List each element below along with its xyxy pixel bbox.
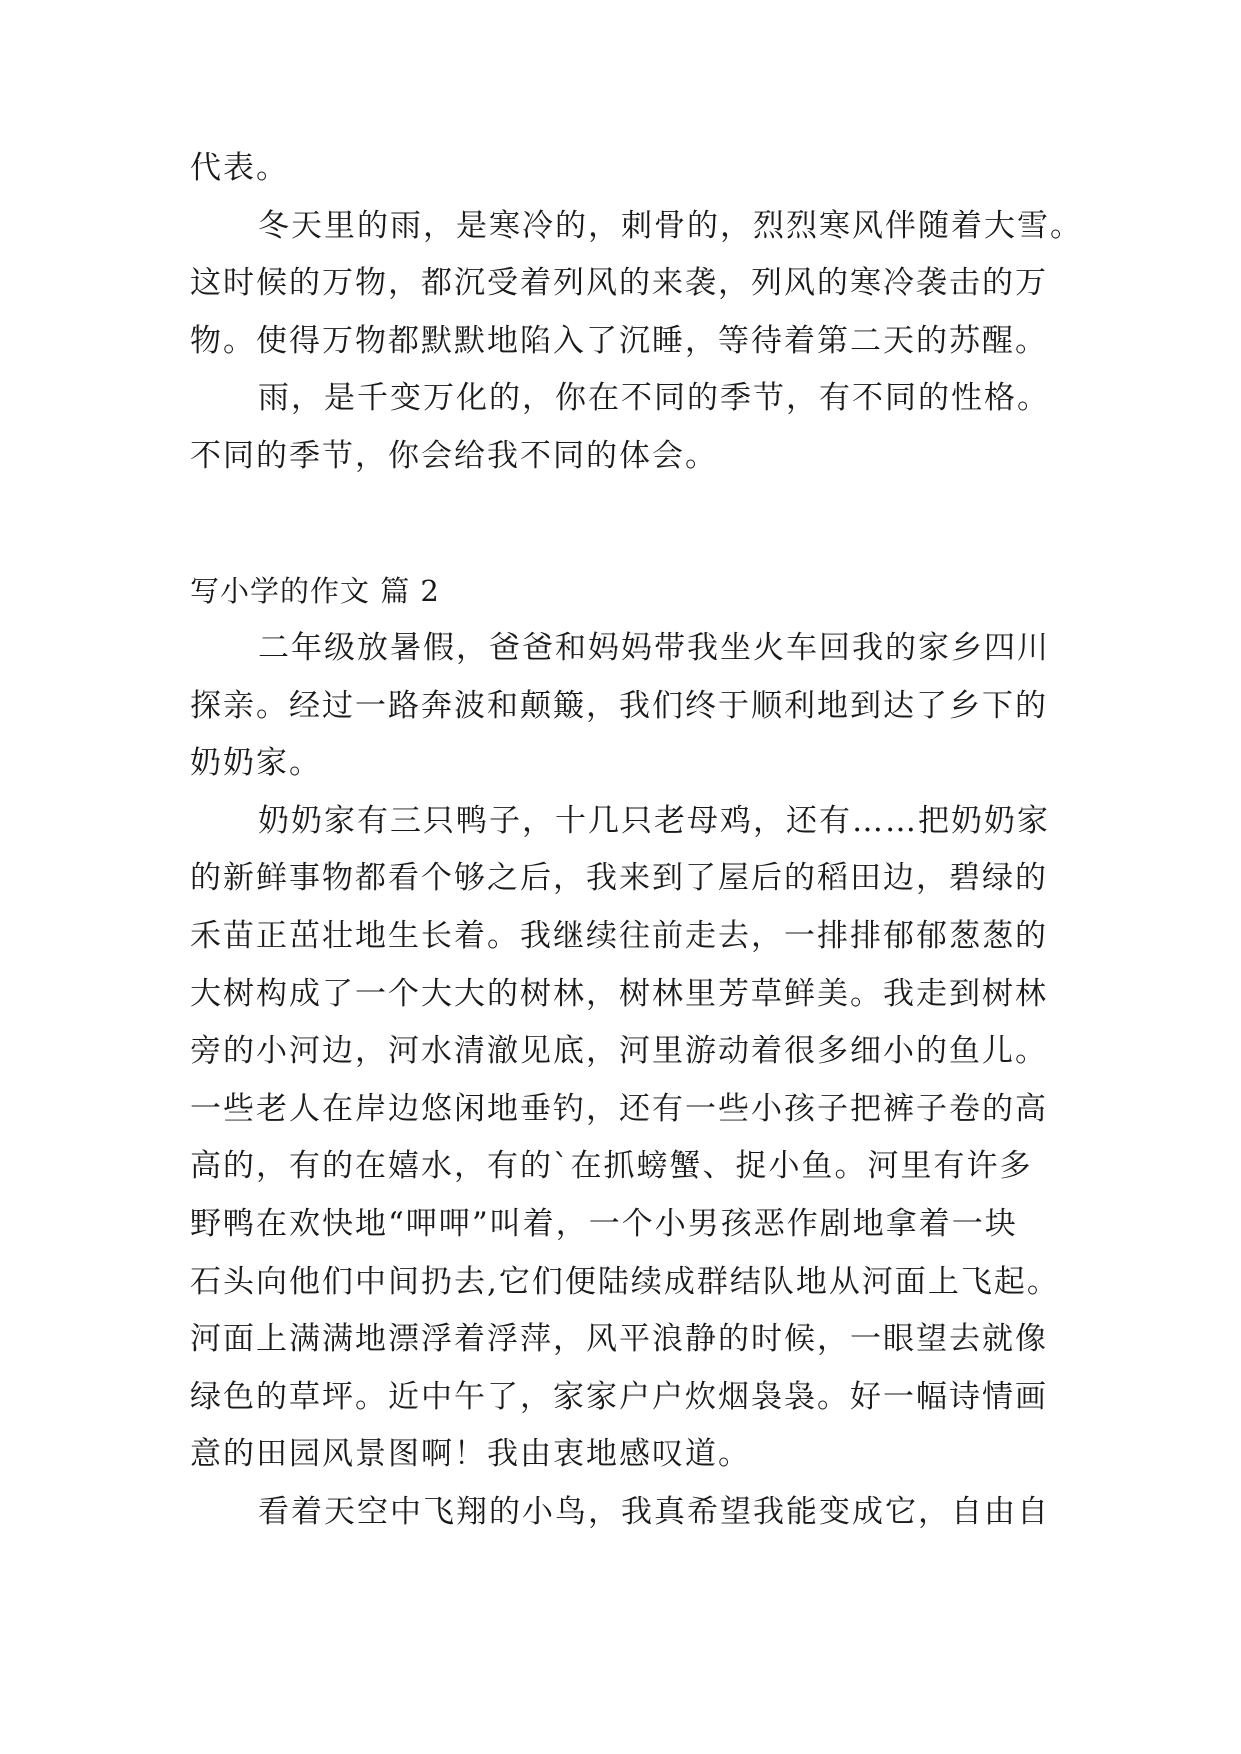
paragraph-first-line: 奶奶家有三只鸭子，十几只老母鸡，还有……把奶奶家	[258, 802, 1050, 839]
text-line: 这时候的万物，都沉受着列风的来袭，列风的寒冷袭击的万	[190, 265, 1048, 302]
text-line: 奶奶家。	[190, 745, 322, 782]
text-line: 一些老人在岸边悠闲地垂钓，还有一些小孩子把裤子卷的高	[190, 1090, 1048, 1127]
text-line: 高的，有的在嬉水，有的`在抓螃蟹、捉小鱼。河里有许多	[190, 1148, 1033, 1185]
text-line: 河面上满满地漂浮着浮萍，风平浪静的时候，一眼望去就像	[190, 1321, 1048, 1358]
text-line: 代表。	[190, 150, 289, 186]
text-line: 野鸭在欢快地“呷呷”叫着，一个小男孩恶作剧地拿着一块	[190, 1205, 1018, 1242]
paragraph-first-line: 冬天里的雨，是寒冷的，刺骨的，烈烈寒风伴随着大雪。	[258, 207, 1083, 244]
paragraph-first-line: 看着天空中飞翔的小鸟，我真希望我能变成它，自由自	[258, 1493, 1050, 1530]
essay-heading: 写小学的作文 篇 2	[190, 574, 440, 608]
text-line: 旁的小河边，河水清澈见底，河里游动着很多细小的鱼儿。	[190, 1033, 1048, 1070]
text-line: 物。使得万物都默默地陷入了沉睡，等待着第二天的苏醒。	[190, 322, 1048, 359]
text-line: 绿色的草坪。近中午了，家家户户炊烟袅袅。好一幅诗情画	[190, 1378, 1048, 1415]
text-line: 石头向他们中间扔去,它们便陆续成群结队地从河面上飞起。	[190, 1263, 1060, 1300]
text-line: 不同的季节，你会给我不同的体会。	[190, 437, 718, 474]
text-line: 大树构成了一个大大的树林，树林里芳草鲜美。我走到树林	[190, 975, 1048, 1012]
essay-part-1	[190, 140, 1083, 486]
text-line: 的新鲜事物都看个够之后，我来到了屋后的稻田边，碧绿的	[190, 860, 1048, 897]
paragraph-first-line: 二年级放暑假，爸爸和妈妈带我坐火车回我的家乡四川	[258, 630, 1050, 666]
text-line: 探亲。经过一路奔波和颠簸，我们终于顺利地到达了乡下的	[190, 687, 1048, 724]
paragraph-first-line: 雨，是千变万化的，你在不同的季节，有不同的性格。	[258, 380, 1050, 417]
essay-part-2	[190, 620, 1070, 1542]
text-line: 禾苗正茁壮地生长着。我继续往前走去，一排排郁郁葱葱的	[190, 917, 1048, 954]
text-line: 意的田园风景图啊！我由衷地感叹道。	[190, 1436, 751, 1473]
